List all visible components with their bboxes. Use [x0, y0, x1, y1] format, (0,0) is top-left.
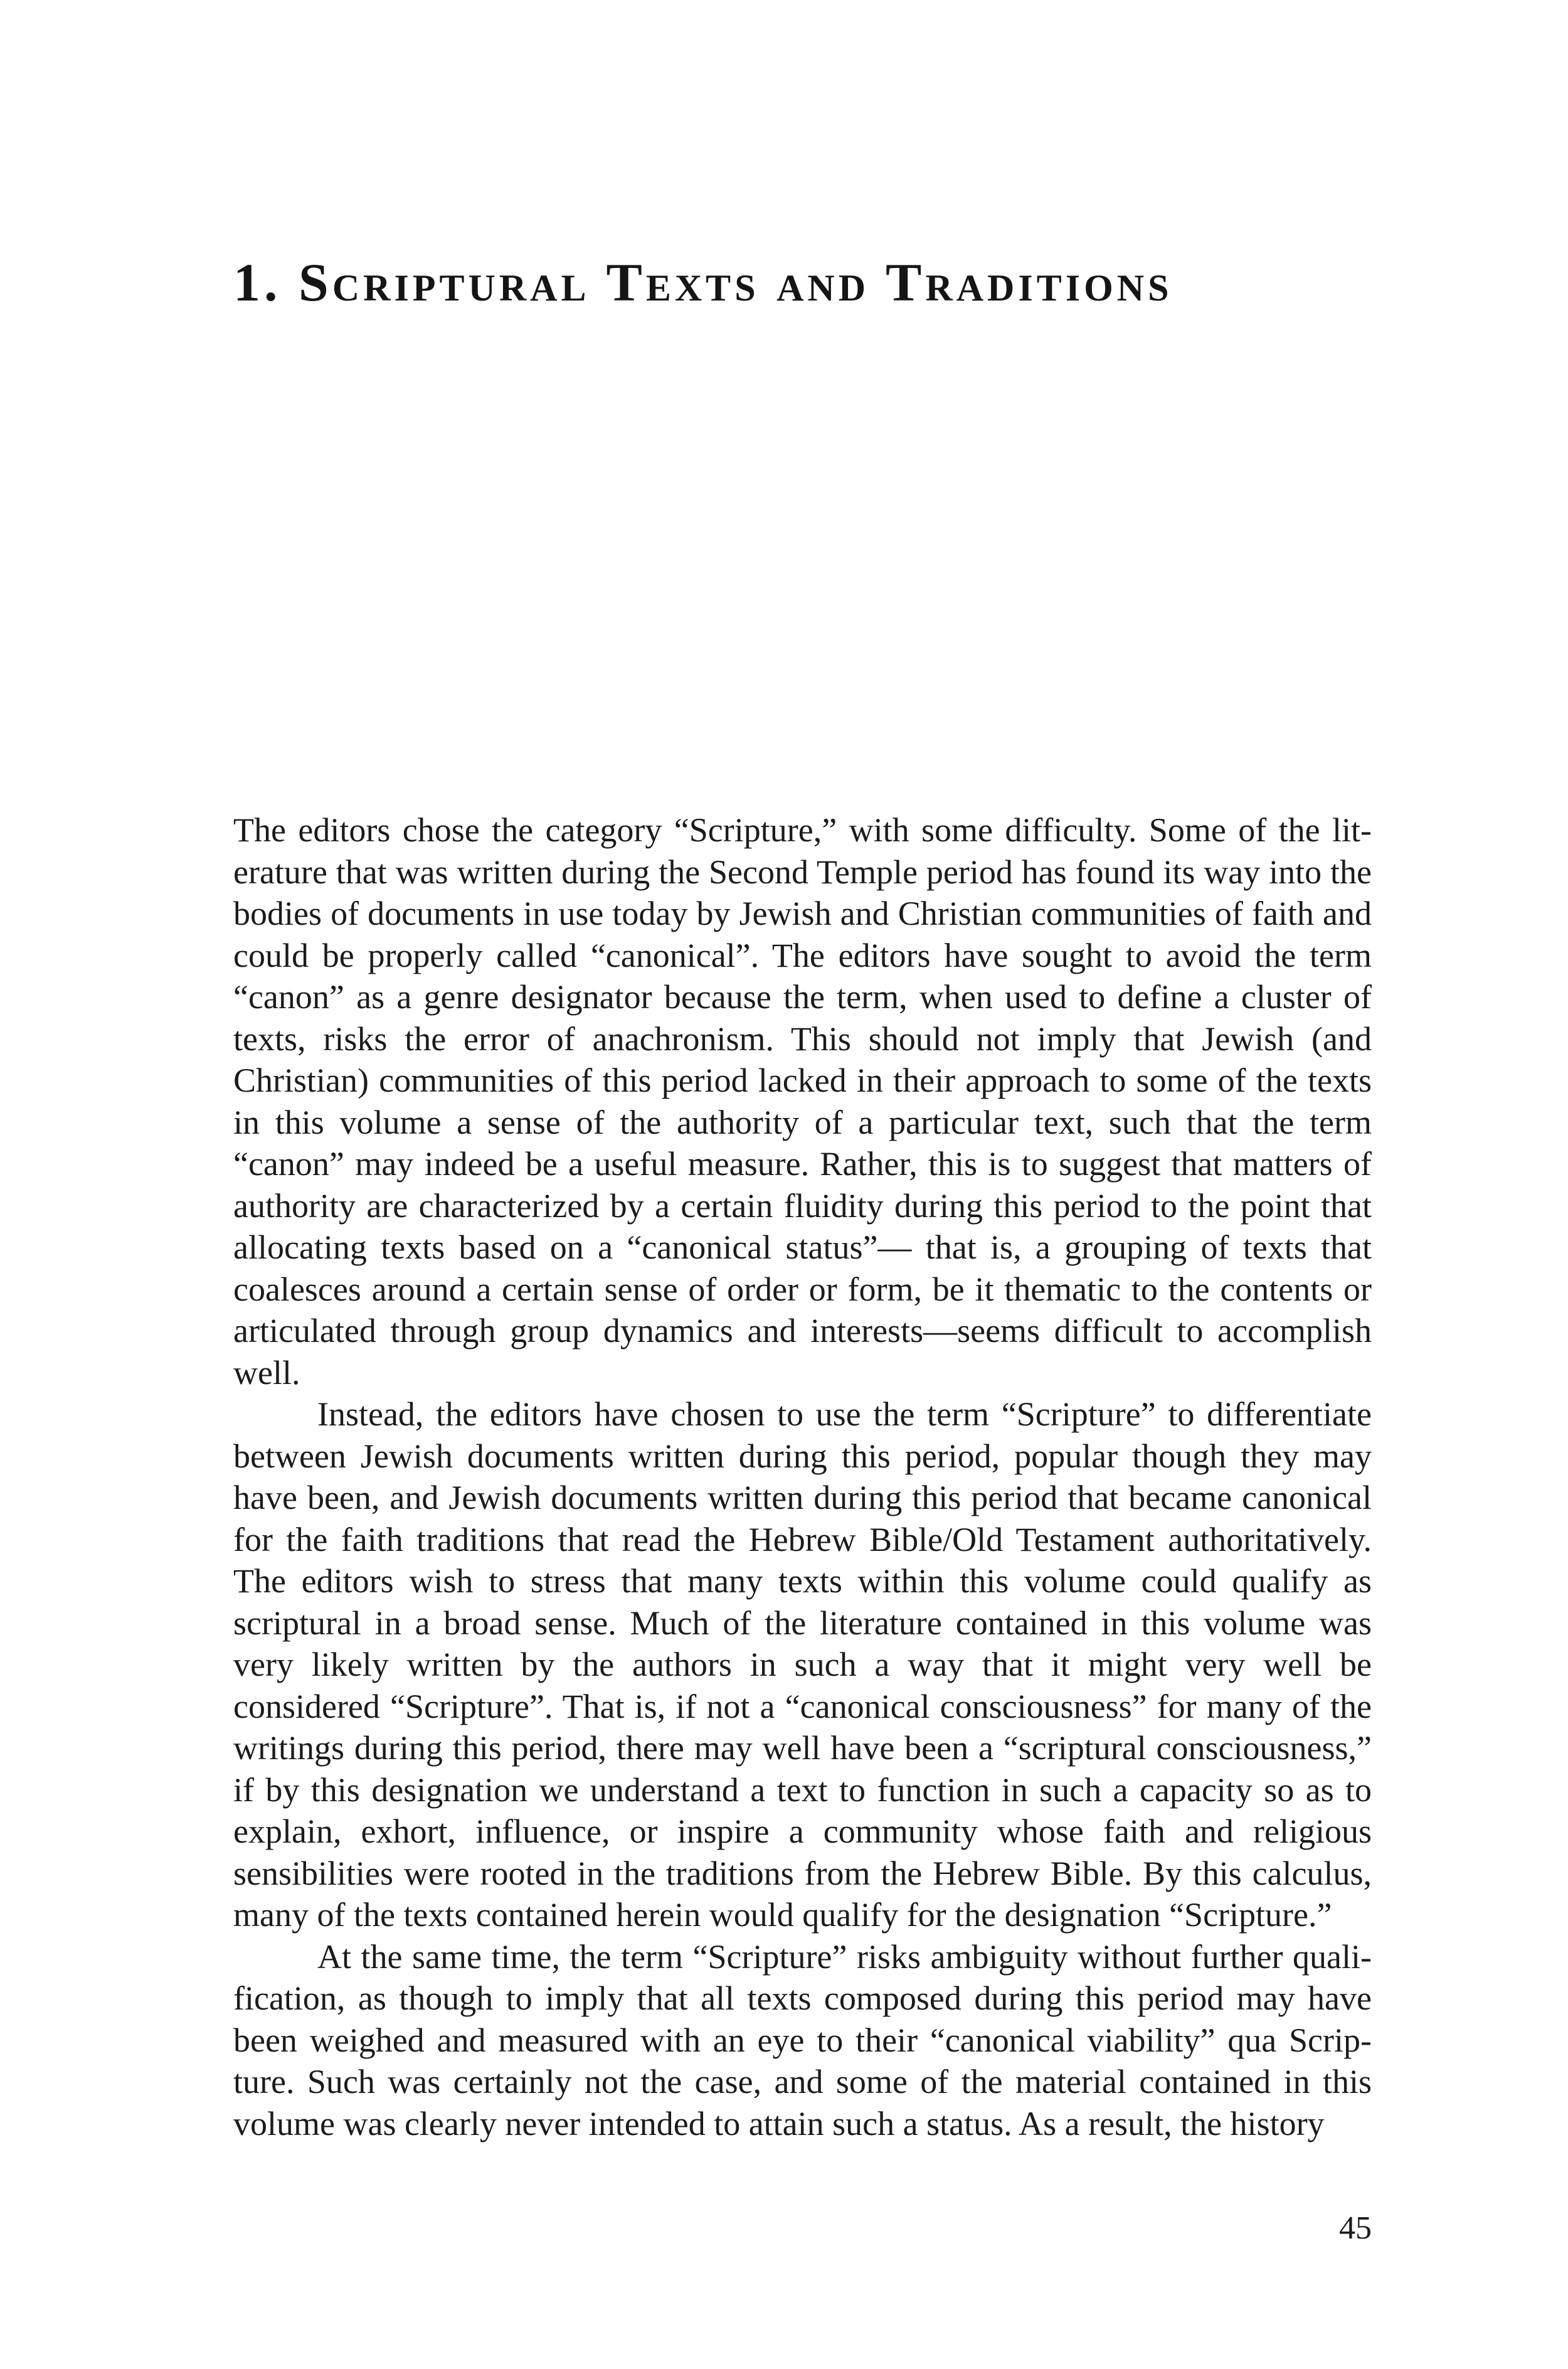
paragraph-1: The editors chose the category “Scripture,” with some difficulty. Some of the literature that was written during the Second Temple period has found its way into the bodies of documents in use today by Jewish and Christian communities of faith and could be properly called “canonical”. The editors have sought to avoid the term “canon” as a genre designator because the term, when used to define a cluster of texts, risks the error of anachronism. This should not imply that Jewish (and Christian) communities of this period lacked in their approach to some of the texts in this volume a sense of the authority of a particular text, such that the term “canon” may indeed be a useful measure. Rather, this is to suggest that matters of authority are characterized by a certain fluidity during this period to the point that allocating texts based on a “canonical status”— that is, a grouping of texts that coalesces around a certain sense of order or form, be it thematic to the contents or articulated through group dynamics and interests—seems difficult to accomplish well. [233, 811, 1372, 1392]
paragraph-2: Instead, the editors have chosen to use the term “Scripture” to differentiate between Jewish documents written during this period, popular though they may have been, and Jewish documents written during this period that became canonical for the faith traditions that read the Hebrew Bible/Old Testament authoritatively. The editors wish to stress that many texts within this volume could qualify as scriptural in a broad sense. Much of the literature contained in this volume was very likely written by the authors in such a way that it might very well be considered “Scripture”. That is, if not a “canonical consciousness” for many of the writings during this period, there may well have been a “scriptural consciousness,” if by this designation we understand a text to function in such a capacity so as to explain, exhort, influence, or inspire a community whose faith and religious sensibilities were rooted in the traditions from the Hebrew Bible. By this calculus, many of the texts contained herein would qualify for the designation “Scripture.” [233, 1395, 1372, 1934]
paragraph-3: At the same time, the term “Scripture” risks ambiguity without further qualification, as though to imply that all texts composed during this period may have been weighed and measured with an eye to their “canonical viability” qua Scripture. Such was certainly not the case, and some of the material contained in this volume was clearly never intended to attain such a status. As a result, the history [233, 1937, 1372, 2143]
body-text [233, 809, 1372, 2144]
chapter-title: 1. Scriptural Texts and Traditions [233, 252, 1173, 312]
page-number: 45 [1339, 2210, 1372, 2246]
